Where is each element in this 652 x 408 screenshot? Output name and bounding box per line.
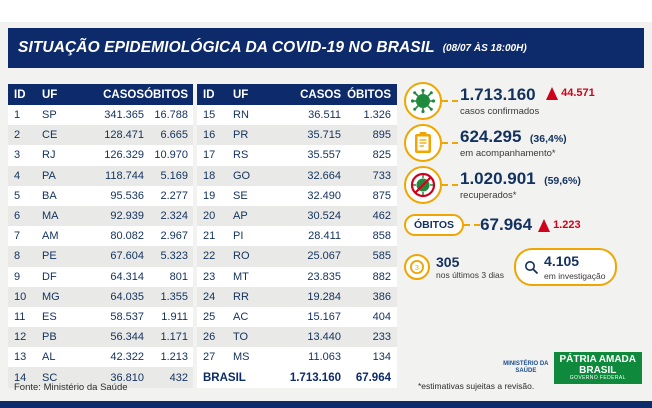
cell-total-obitos: 67.964 (355, 371, 391, 384)
cell-obitos: 825 (372, 149, 391, 162)
cell-id: 7 (14, 230, 21, 243)
cell-id: 2 (14, 129, 21, 142)
table-row (8, 347, 193, 367)
stat-deaths (404, 214, 648, 236)
cell-obitos: 1.213 (160, 351, 188, 364)
cell-id: 23 (203, 270, 216, 283)
cell-uf: PE (42, 250, 57, 263)
table-row (197, 347, 397, 367)
connector-dash (464, 224, 480, 226)
cell-uf: MA (42, 210, 59, 223)
table-row (8, 287, 193, 307)
col-header-casos: CASOS (103, 88, 144, 101)
table-row (197, 206, 397, 226)
source-note: Fonte: Ministério da Saúde (14, 382, 128, 393)
cell-uf: MG (42, 290, 60, 303)
cell-uf: AC (233, 310, 249, 323)
states-table-right (197, 84, 397, 388)
table-row (197, 105, 397, 125)
cell-id: 8 (14, 250, 21, 263)
cell-id: 10 (14, 290, 27, 303)
cell-id: 17 (203, 149, 216, 162)
cell-id: 25 (203, 310, 216, 323)
cell-casos: 67.604 (110, 250, 144, 263)
cell-total-casos: 1.713.160 (289, 371, 341, 384)
states-table-left (8, 84, 193, 388)
cell-casos: 35.557 (307, 149, 341, 162)
cell-id: 18 (203, 169, 216, 182)
arrow-up-icon (546, 87, 558, 100)
cell-obitos: 1.911 (161, 310, 188, 323)
svg-text:3: 3 (415, 265, 419, 272)
header-banner (8, 28, 644, 68)
cell-casos: 25.067 (307, 250, 341, 263)
cell-id: 11 (14, 310, 26, 323)
cell-casos: 58.537 (110, 310, 144, 323)
table-row (8, 267, 193, 287)
cell-id: 4 (14, 169, 21, 182)
cell-obitos: 462 (372, 210, 391, 223)
cell-casos: 32.664 (307, 169, 341, 182)
cell-obitos: 16.788 (154, 109, 188, 122)
connector-dash (442, 100, 458, 102)
confirmed-cases-delta (546, 87, 595, 100)
recovered-label: recuperados* (460, 189, 517, 201)
cell-id: 1 (14, 109, 21, 122)
cell-obitos: 882 (372, 270, 391, 283)
stat-last-three-days-and-investigation (404, 248, 648, 286)
cell-id: 16 (203, 129, 216, 142)
monitoring-label: em acompanhamento* (460, 147, 556, 159)
virus-icon (404, 82, 442, 120)
table-row (197, 145, 397, 165)
last-three-days-value: 305 (436, 254, 460, 270)
connector-dash (442, 184, 458, 186)
table-row (8, 307, 193, 327)
col-header-obitos: ÓBITOS (347, 88, 391, 101)
cell-casos: 15.167 (307, 310, 341, 323)
stat-recovered (404, 166, 648, 204)
cell-casos: 42.322 (110, 351, 144, 364)
col-header-casos: CASOS (300, 88, 341, 101)
header-timestamp: (08/07 ÀS 18:00H) (442, 42, 527, 54)
cell-uf: TO (233, 331, 249, 344)
cell-obitos: 585 (372, 250, 391, 263)
cell-uf: PI (233, 230, 244, 243)
table-row (197, 166, 397, 186)
brand-line-1: PÁTRIA AMADA (559, 354, 636, 365)
cell-obitos: 875 (372, 189, 391, 202)
table-row (8, 246, 193, 266)
cell-uf: RO (233, 250, 250, 263)
cell-uf: AM (42, 230, 59, 243)
cell-uf: CE (42, 129, 58, 142)
cell-casos: 30.524 (307, 210, 341, 223)
cell-uf: DF (42, 270, 57, 283)
confirmed-cases-label: casos confirmados (460, 105, 540, 117)
table-row (197, 287, 397, 307)
table-row (8, 186, 193, 206)
table-row (197, 246, 397, 266)
cell-uf: AL (42, 351, 56, 364)
cell-casos: 11.063 (308, 351, 341, 364)
cell-id: 12 (14, 331, 27, 344)
cell-casos: 28.411 (308, 230, 341, 243)
confirmed-cases-delta-value: 44.571 (561, 87, 595, 99)
brand-box (554, 352, 642, 384)
investigation-value: 4.105 (544, 253, 580, 269)
table-row (8, 206, 193, 226)
stat-monitoring (404, 124, 648, 162)
cell-casos: 64.035 (110, 290, 144, 303)
cell-obitos: 10.970 (154, 149, 188, 162)
cell-obitos: 6.665 (160, 129, 188, 142)
cell-id: 19 (203, 189, 216, 202)
page-title: SITUAÇÃO EPIDEMIOLÓGICA DA COVID-19 NO BRASIL (18, 39, 435, 56)
brand-line-3: GOVERNO FEDERAL (569, 375, 626, 381)
table-row (8, 145, 193, 165)
cell-obitos: 432 (169, 371, 188, 384)
table-row (8, 327, 193, 347)
cell-obitos: 2.967 (160, 230, 188, 243)
cell-id: 9 (14, 270, 21, 283)
table-header-row (8, 84, 193, 105)
cell-uf: MT (233, 270, 249, 283)
cell-id: 20 (203, 210, 216, 223)
monitoring-percent: (36,4%) (529, 132, 567, 145)
cell-casos: 64.314 (110, 270, 144, 283)
arrow-up-icon (538, 219, 550, 232)
deaths-pill-label: ÓBITOS (404, 214, 464, 236)
cell-obitos: 1.171 (160, 331, 188, 344)
cell-casos: 80.082 (110, 230, 144, 243)
cell-obitos: 404 (372, 310, 391, 323)
connector-dash (442, 142, 458, 144)
table-row (197, 267, 397, 287)
cell-uf: MS (233, 351, 250, 364)
table-row (8, 166, 193, 186)
cell-obitos: 1.326 (363, 109, 391, 122)
cell-obitos: 2.277 (160, 189, 188, 202)
summary-stats-panel (404, 82, 648, 290)
cell-casos: 56.344 (110, 331, 144, 344)
deaths-value: 67.964 (480, 215, 533, 235)
bottom-bar (0, 401, 652, 408)
confirmed-cases-value: 1.713.160 (460, 84, 536, 104)
cell-id: 15 (203, 109, 216, 122)
table-row (8, 226, 193, 246)
cell-id: 3 (14, 149, 21, 162)
no-virus-icon (404, 166, 442, 204)
cell-obitos: 801 (169, 270, 188, 283)
deaths-delta-value: 1.223 (553, 219, 581, 231)
cell-obitos: 2.324 (160, 210, 188, 223)
cell-id: 24 (203, 290, 216, 303)
table-row (197, 327, 397, 347)
cell-uf: PB (42, 331, 57, 344)
cell-id: 27 (203, 351, 216, 364)
monitoring-value: 624.295 (460, 126, 522, 146)
cell-casos: 32.490 (307, 189, 341, 202)
cell-obitos: 5.169 (160, 169, 188, 182)
cell-id: 6 (14, 210, 21, 223)
col-header-id: ID (203, 88, 215, 101)
cell-casos: 36.511 (308, 109, 341, 122)
investigation-label: em investigação (544, 271, 606, 281)
cell-obitos: 5.323 (160, 250, 188, 263)
cell-obitos: 895 (372, 129, 391, 142)
table-total-row (197, 367, 397, 387)
cell-uf: BA (42, 189, 57, 202)
cell-casos: 35.715 (307, 129, 341, 142)
cell-uf: AP (233, 210, 248, 223)
cell-id: 5 (14, 189, 21, 202)
top-white-strip (0, 0, 652, 22)
table-row (8, 105, 193, 125)
cell-obitos: 134 (372, 351, 391, 364)
cell-uf: PA (42, 169, 56, 182)
table-row (8, 125, 193, 145)
investigation-badge (514, 248, 617, 286)
estimates-note: *estimativas sujeitas a revisão. (418, 381, 535, 391)
clipboard-icon (404, 124, 442, 162)
table-header-row (197, 84, 397, 105)
cell-casos: 13.440 (307, 331, 341, 344)
cell-obitos: 858 (372, 230, 391, 243)
cell-id: 13 (14, 351, 27, 364)
cell-casos: 341.365 (104, 109, 144, 122)
cell-uf: RS (233, 149, 249, 162)
cell-id: 26 (203, 331, 216, 344)
clock-icon (404, 254, 430, 280)
deaths-delta (538, 219, 581, 232)
cell-id: 21 (203, 230, 216, 243)
col-header-obitos: ÓBITOS (144, 88, 188, 101)
cell-casos: 92.939 (110, 210, 144, 223)
cell-casos: 19.284 (307, 290, 341, 303)
cell-casos: 95.536 (110, 189, 144, 202)
table-row (197, 307, 397, 327)
cell-obitos: 733 (372, 169, 391, 182)
cell-obitos: 233 (372, 331, 391, 344)
cell-uf: RN (233, 109, 249, 122)
recovered-value: 1.020.901 (460, 168, 536, 188)
ministry-label: MINISTÉRIO DA SAÚDE (503, 361, 549, 375)
stat-confirmed-cases (404, 82, 648, 120)
col-header-uf: UF (233, 88, 249, 101)
cell-casos: 23.835 (307, 270, 341, 283)
cell-uf: RR (233, 290, 249, 303)
cell-uf: SC (42, 371, 58, 384)
cell-uf: GO (233, 169, 251, 182)
cell-total-label: BRASIL (203, 371, 246, 384)
cell-id: 14 (14, 371, 27, 384)
col-header-id: ID (14, 88, 26, 101)
cell-uf: RJ (42, 149, 56, 162)
cell-casos: 126.329 (104, 149, 144, 162)
cell-uf: PR (233, 129, 249, 142)
cell-casos: 128.471 (104, 129, 144, 142)
table-row (197, 226, 397, 246)
cell-uf: SE (233, 189, 248, 202)
table-row (197, 186, 397, 206)
cell-uf: ES (42, 310, 57, 323)
brand-line-2: BRASIL (579, 364, 617, 376)
last-three-days-label: nos últimos 3 dias (436, 270, 505, 280)
cell-casos: 36.810 (110, 371, 144, 384)
table-row (197, 125, 397, 145)
cell-uf: SP (42, 109, 57, 122)
cell-casos: 118.744 (105, 169, 144, 182)
recovered-percent: (59,6%) (544, 174, 581, 187)
government-branding (503, 352, 642, 384)
col-header-uf: UF (42, 88, 58, 101)
magnifier-icon (524, 260, 539, 275)
cell-id: 22 (203, 250, 216, 263)
cell-obitos: 1.355 (160, 290, 188, 303)
cell-obitos: 386 (372, 290, 391, 303)
